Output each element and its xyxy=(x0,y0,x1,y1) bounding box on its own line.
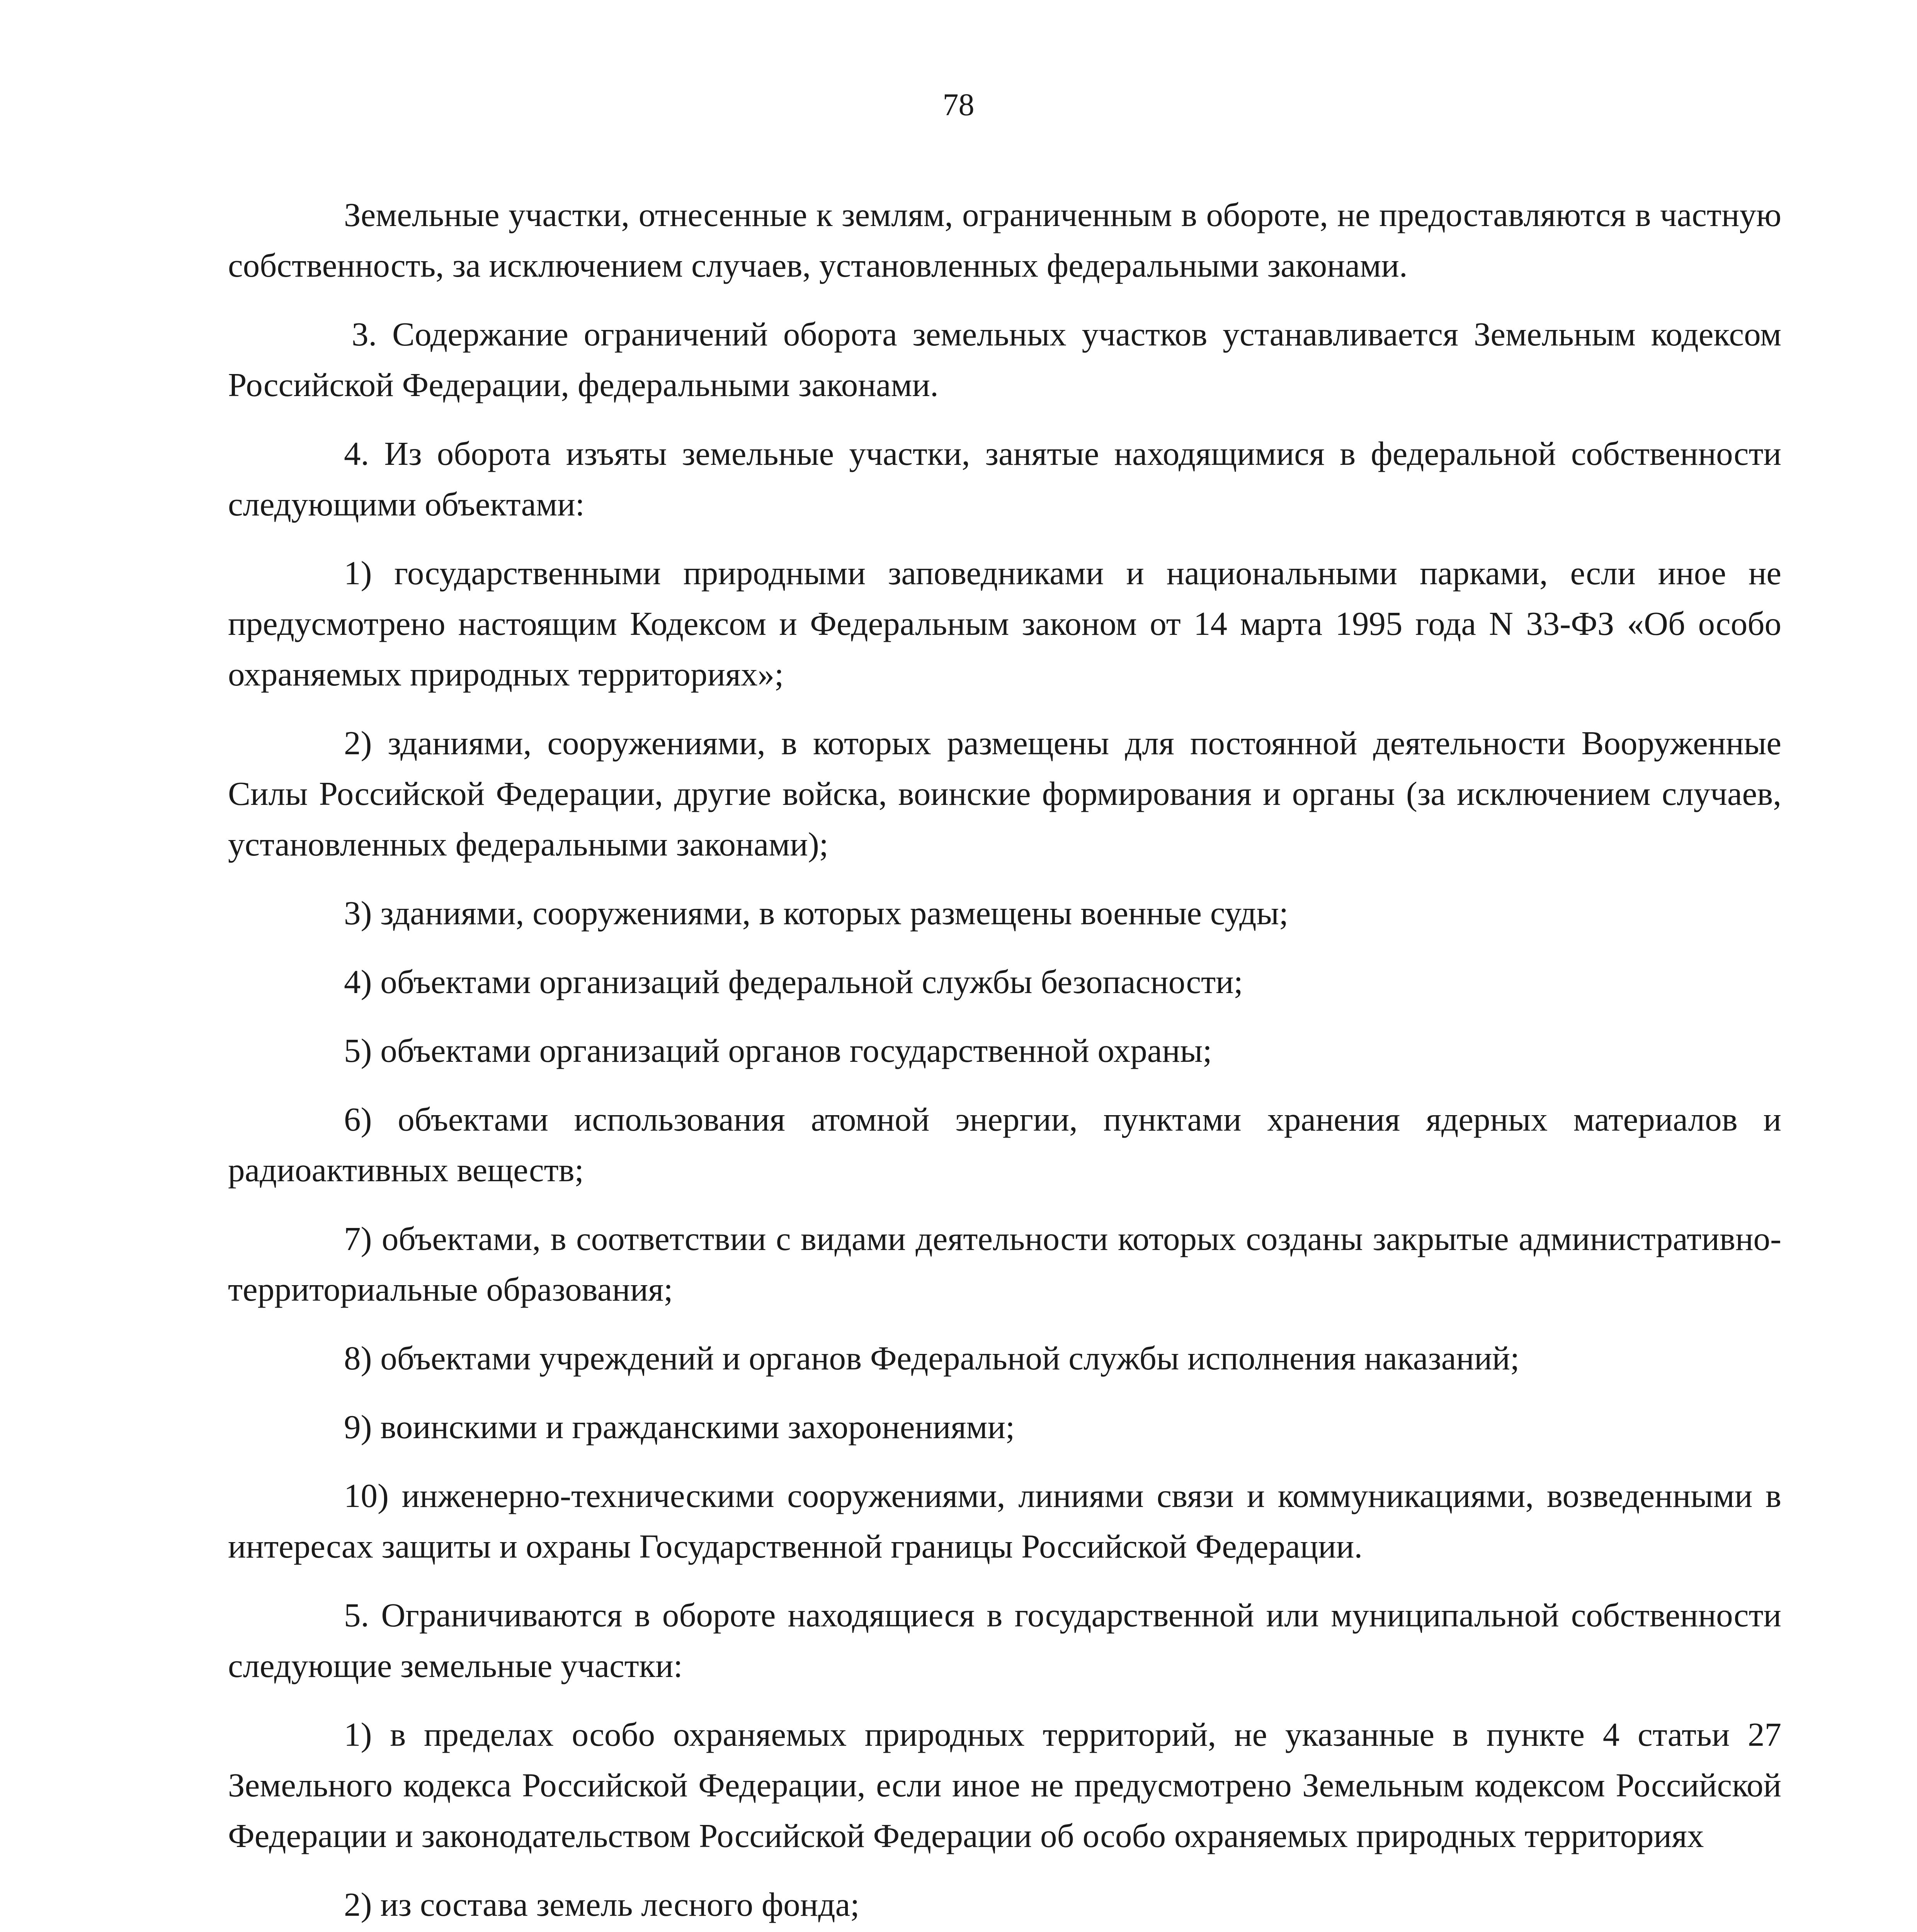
list-item-4-4: 4) объектами организаций федеральной службы безопасности; xyxy=(344,963,1243,1000)
list-item-4-5: 5) объектами организаций органов государственной охраны; xyxy=(344,1032,1212,1069)
page-number: 78 xyxy=(942,87,975,122)
list-item-5-1: 1) в пределах особо охраняемых природных территорий, не указанные в пункте 4 статьи 27 Земельного кодекса Российской Федерации, если иное не предусмотрено Земельным кодексом Российской Федерации и законодательством Российской Федерации об особо охраняемых природных территориях xyxy=(228,1716,1781,1854)
list-item-4-8: 8) объектами учреждений и органов Федеральной службы исполнения наказаний; xyxy=(344,1339,1520,1377)
paragraph-item-3: 3. Содержание ограничений оборота земельных участков устанавливается Земельным кодексом Российской Федерации, федеральными законами. xyxy=(228,315,1781,403)
list-item-4-1: 1) государственными природными заповедниками и национальными парками, если иное не предусмотрено настоящим Кодексом и Федеральным законом от 14 марта 1995 года N 33-ФЗ «Об особо охраняемых природных территориях»; xyxy=(228,554,1781,693)
list-item-4-9: 9) воинскими и гражданскими захоронениями; xyxy=(344,1408,1015,1446)
paragraph-item-4: 4. Из оборота изъяты земельные участки, занятые находящимися в федеральной собственности следующими объектами: xyxy=(228,435,1781,523)
list-item-4-3: 3) зданиями, сооружениями, в которых размещены военные суды; xyxy=(344,894,1289,932)
list-item-4-2: 2) зданиями, сооружениями, в которых размещены для постоянной деятельности Вооруженные Силы Российской Федерации, другие войска, воинские формирования и органы (за исключением случаев, установленных федеральными законами); xyxy=(228,724,1781,863)
paragraph-item-5: 5. Ограничиваются в обороте находящиеся в государственной или муниципальной собственности следующие земельные участки: xyxy=(228,1596,1781,1684)
document-body xyxy=(228,189,1781,1932)
list-item-4-6: 6) объектами использования атомной энергии, пунктами хранения ядерных материалов и радиоактивных веществ; xyxy=(228,1100,1781,1189)
list-item-4-10: 10) инженерно-техническими сооружениями, линиями связи и коммуникациями, возведенными в интересах защиты и охраны Государственной границы Российской Федерации. xyxy=(228,1477,1781,1565)
list-item-4-7: 7) объектами, в соответствии с видами деятельности которых созданы закрытые административно-территориальные образования; xyxy=(228,1220,1781,1308)
paragraph-restricted-land: Земельные участки, отнесенные к землям, ограниченным в обороте, не предоставляются в частную собственность, за исключением случаев, установленных федеральными законами. xyxy=(228,196,1781,284)
list-item-5-2: 2) из состава земель лесного фонда; xyxy=(344,1886,860,1923)
